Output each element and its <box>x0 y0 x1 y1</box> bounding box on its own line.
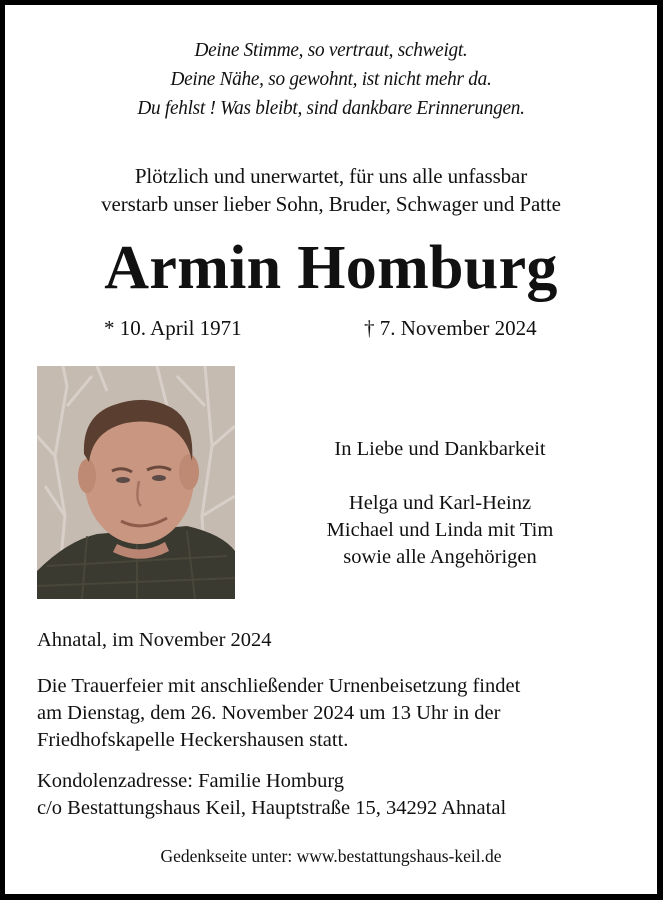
birth-date: * 10. April 1971 <box>104 316 242 340</box>
mourners-list <box>255 490 625 571</box>
memorial-url-link[interactable]: www.bestattungshaus-keil.de <box>296 846 502 866</box>
condolence-line: Kondolenzadresse: Familie Homburg <box>37 770 345 792</box>
place-date: Ahnatal, im November 2024 <box>37 629 272 651</box>
memorial-page <box>5 844 657 868</box>
obituary-notice <box>5 5 657 894</box>
death-date: † 7. November 2024 <box>364 316 537 340</box>
poem-line: Deine Stimme, so vertraut, schweigt. <box>194 39 468 61</box>
mourner: Helga und Karl-Heinz <box>348 492 532 514</box>
service-line: Die Trauerfeier mit anschließender Urnenbeisetzung findet <box>37 675 521 697</box>
portrait-photo <box>37 366 235 599</box>
intro-line: Plötzlich und unerwartet, für uns alle unfassbar <box>134 164 528 188</box>
memorial-label: Gedenkseite unter: <box>160 846 293 866</box>
poem-line: Deine Nähe, so gewohnt, ist nicht mehr da. <box>170 68 492 90</box>
intro-line: verstarb unser lieber Sohn, Bruder, Schwager und Patte <box>101 192 561 216</box>
deceased-name: Armin Homburg <box>104 234 558 302</box>
poem <box>25 36 638 123</box>
portrait-illustration <box>37 366 235 599</box>
funeral-service-info <box>37 673 520 754</box>
announcement-intro <box>5 162 657 218</box>
condolence-address <box>37 768 506 822</box>
gratitude-line: In Liebe und Dankbarkeit <box>334 438 546 460</box>
condolence-line: c/o Bestattungshaus Keil, Hauptstraße 15, 34292 Ahnatal <box>37 797 507 819</box>
poem-line: Du fehlst ! Was bleibt, sind dankbare Erinnerungen. <box>137 97 525 119</box>
mourner: Michael und Linda mit Tim <box>326 519 554 541</box>
mourner: sowie alle Angehörigen <box>343 546 537 568</box>
service-line: Friedhofskapelle Heckershausen statt. <box>37 729 349 751</box>
service-line: am Dienstag, dem 26. November 2024 um 13 Uhr in der <box>37 702 501 724</box>
